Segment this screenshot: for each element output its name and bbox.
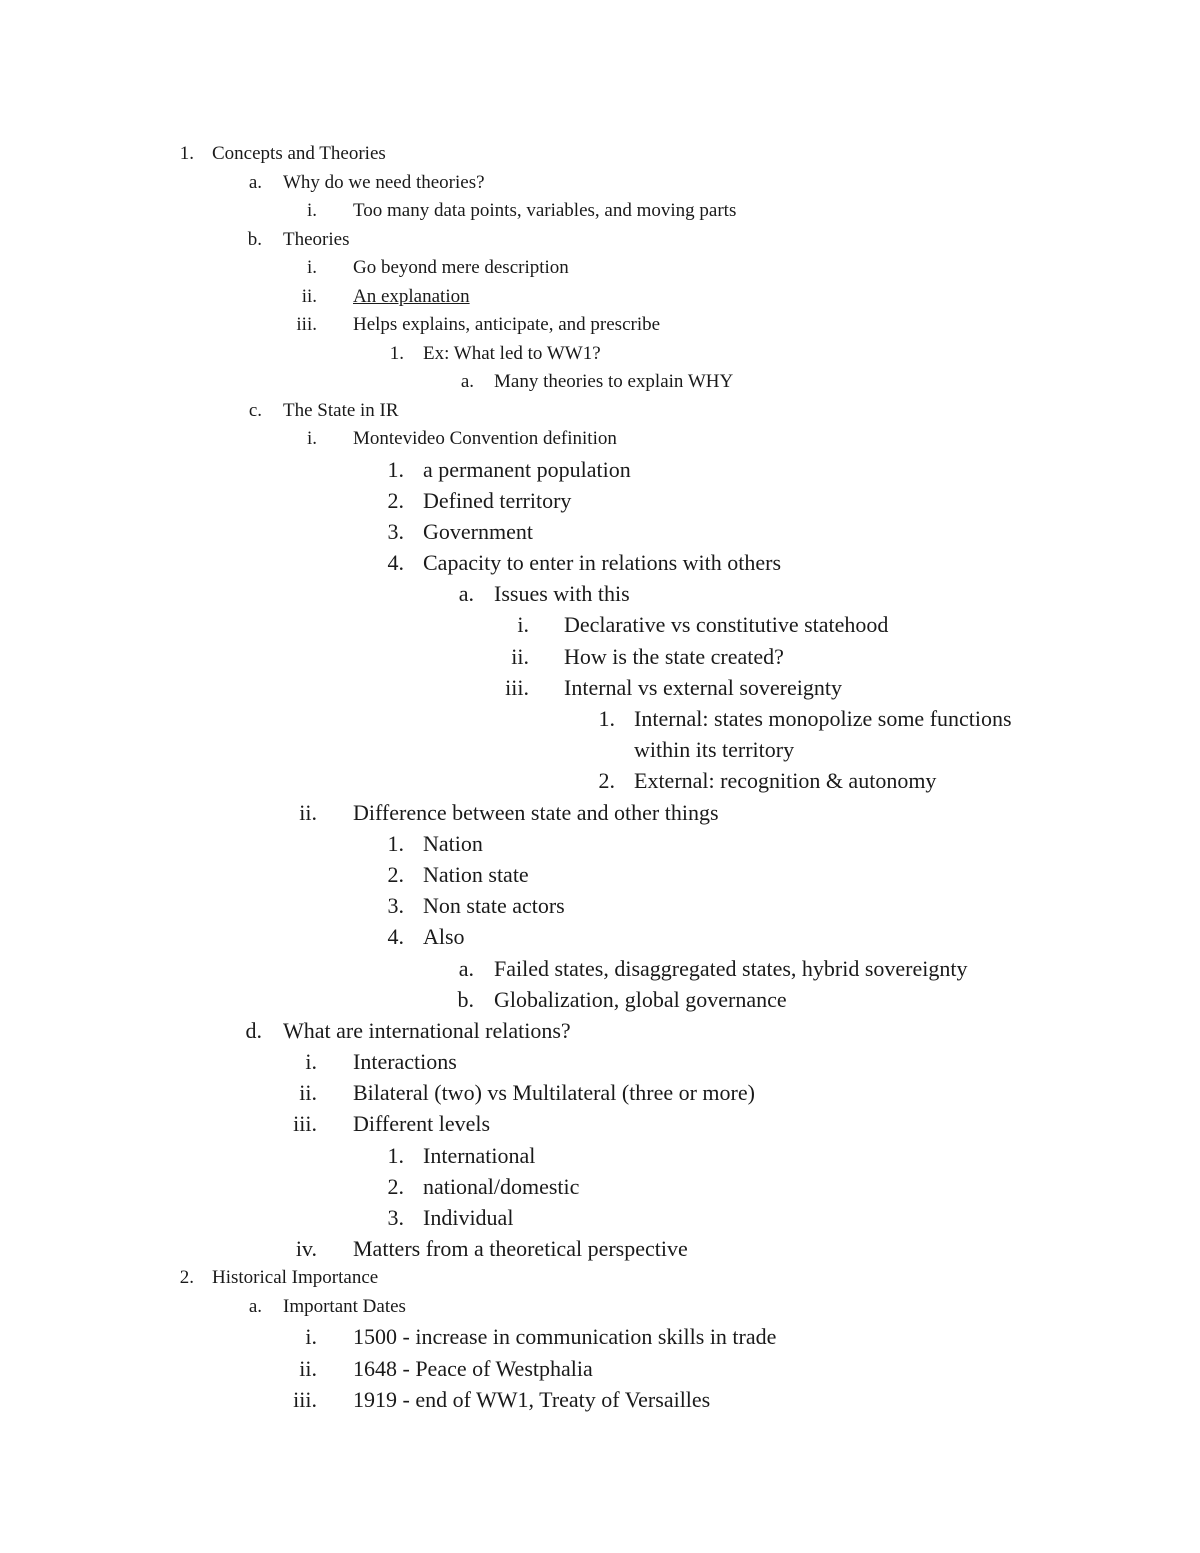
outline-item — [0, 859, 1200, 890]
outline-text: International — [423, 1142, 536, 1168]
outline-item — [0, 454, 1200, 485]
outline-text: Montevideo Convention definition — [353, 428, 617, 449]
outline-marker: 2. — [598, 768, 615, 794]
outline-item — [0, 1046, 1200, 1077]
outline-item — [0, 1233, 1200, 1264]
outline-marker: i. — [305, 1324, 317, 1350]
outline-item — [0, 641, 1200, 672]
outline-marker: ii. — [299, 1355, 317, 1381]
outline-text: Theories — [283, 228, 350, 250]
outline-item — [0, 254, 1200, 283]
outline-text: Government — [423, 518, 533, 544]
outline-item — [0, 1202, 1200, 1233]
outline-text: Globalization, global governance — [494, 986, 787, 1012]
outline-marker: 2. — [387, 1173, 404, 1199]
outline-item — [0, 140, 1200, 169]
outline-marker: iii. — [296, 314, 317, 335]
outline-item — [0, 197, 1200, 226]
outline-marker: a. — [248, 171, 262, 193]
outline-text: Go beyond mere description — [353, 257, 569, 278]
outline-marker: d. — [245, 1017, 262, 1043]
outline-marker: a. — [458, 955, 474, 981]
outline-item — [0, 797, 1200, 828]
outline-marker: 1. — [179, 143, 194, 164]
outline-marker: 2. — [387, 487, 404, 513]
outline-item — [0, 169, 1200, 198]
outline-item — [0, 397, 1200, 426]
outline-marker: i. — [306, 257, 317, 278]
outline-text: 1919 - end of WW1, Treaty of Versailles — [353, 1386, 711, 1412]
outline-marker: i. — [305, 1049, 317, 1075]
outline-marker: a. — [458, 581, 474, 607]
outline-item — [0, 672, 1200, 703]
outline-text: Defined territory — [423, 487, 572, 513]
outline-marker: ii. — [299, 1080, 317, 1106]
outline-item — [0, 765, 1200, 796]
outline-marker: 1. — [387, 456, 404, 482]
outline-text: Nation — [423, 830, 483, 856]
outline-marker: iii. — [505, 674, 529, 700]
outline-text: External: recognition & autonomy — [634, 768, 937, 794]
outline-marker: 3. — [387, 1205, 404, 1231]
outline-marker: i. — [306, 428, 317, 449]
outline-item — [0, 1108, 1200, 1139]
outline-text: Interactions — [353, 1049, 457, 1075]
outline-item — [0, 311, 1200, 340]
outline-item — [0, 1353, 1200, 1384]
outline-text: national/domestic — [423, 1173, 580, 1199]
outline-item — [0, 1140, 1200, 1171]
outline-marker: 1. — [387, 830, 404, 856]
outline-text: How is the state created? — [564, 643, 784, 669]
outline-text: Declarative vs constitutive statehood — [564, 612, 889, 638]
outline-marker: 3. — [387, 893, 404, 919]
outline-text: Internal vs external sovereignty — [564, 674, 842, 700]
outline-item — [0, 1171, 1200, 1202]
outline-text: 1500 - increase in communication skills in trade — [353, 1324, 777, 1350]
outline-item — [0, 1015, 1200, 1046]
outline-marker: i. — [306, 200, 317, 221]
outline-text: a permanent population — [423, 456, 631, 482]
outline-text: Capacity to enter in relations with others — [423, 550, 782, 576]
outline-item — [0, 516, 1200, 547]
outline-marker: ii. — [299, 799, 317, 825]
outline-text: Issues with this — [494, 581, 630, 607]
outline-text: Non state actors — [423, 893, 565, 919]
outline-marker: 2. — [387, 861, 404, 887]
outline-text: Helps explains, anticipate, and prescribe — [353, 314, 661, 335]
outline-marker: b. — [247, 228, 262, 250]
outline-text: Bilateral (two) vs Multilateral (three or more) — [353, 1080, 755, 1106]
outline-item — [0, 921, 1200, 952]
outline-marker: ii. — [301, 285, 317, 307]
outline-marker: iii. — [293, 1386, 317, 1412]
outline-marker: 2. — [179, 1267, 194, 1289]
outline-text: Internal: states monopolize some functions within its territory — [634, 706, 1012, 763]
outline-text: Concepts and Theories — [212, 143, 386, 164]
outline-marker: 3. — [387, 518, 404, 544]
outline-item — [0, 1077, 1200, 1108]
outline-item — [0, 828, 1200, 859]
outline-item — [0, 984, 1200, 1015]
outline-item — [0, 226, 1200, 255]
outline-marker: ii. — [511, 643, 529, 669]
outline-item — [0, 1264, 1200, 1293]
outline-item — [0, 547, 1200, 578]
outline-text: The State in IR — [283, 399, 399, 421]
outline-text: Failed states, disaggregated states, hybrid sovereignty — [494, 955, 968, 981]
outline-item — [0, 609, 1200, 640]
outline-item — [0, 703, 1200, 765]
outline-item — [0, 890, 1200, 921]
outline-marker: 1. — [387, 1142, 404, 1168]
outline-text: Too many data points, variables, and moving parts — [353, 200, 737, 221]
outline-item — [0, 340, 1200, 369]
outline-marker: 4. — [387, 550, 404, 576]
outline-item — [0, 1321, 1200, 1352]
outline-marker: 1. — [598, 706, 615, 731]
outline-text: Ex: What led to WW1? — [423, 342, 601, 364]
outline-item — [0, 425, 1200, 454]
outline-marker: b. — [457, 986, 474, 1012]
outline-text: Many theories to explain WHY — [494, 371, 734, 392]
outline-item — [0, 283, 1200, 312]
outline-marker: i. — [517, 612, 529, 638]
outline-marker: iv. — [295, 1236, 317, 1262]
outline-text: 1648 - Peace of Westphalia — [353, 1355, 593, 1381]
outline-text: What are international relations? — [283, 1017, 571, 1043]
outline-text: Important Dates — [283, 1295, 406, 1317]
outline-marker: a. — [248, 1295, 262, 1317]
document-outline — [0, 140, 1200, 1415]
outline-text: Individual — [423, 1205, 514, 1231]
outline-text: Nation state — [423, 861, 529, 887]
outline-text: Difference between state and other things — [353, 799, 719, 825]
outline-text: Matters from a theoretical perspective — [353, 1236, 688, 1262]
outline-item — [0, 1384, 1200, 1415]
outline-marker: c. — [248, 399, 262, 421]
outline-item — [0, 578, 1200, 609]
outline-item — [0, 1293, 1200, 1322]
outline-text: Different levels — [353, 1111, 491, 1137]
outline-item — [0, 485, 1200, 516]
outline-item — [0, 368, 1200, 397]
outline-text: An explanation — [353, 285, 470, 307]
outline-marker: 4. — [387, 924, 404, 950]
outline-marker: iii. — [293, 1111, 317, 1137]
outline-marker: 1. — [389, 342, 404, 364]
outline-text: Historical Importance — [212, 1267, 379, 1289]
outline-item — [0, 953, 1200, 984]
outline-text: Why do we need theories? — [283, 171, 485, 193]
outline-marker: a. — [460, 371, 474, 392]
outline-text: Also — [423, 924, 465, 950]
